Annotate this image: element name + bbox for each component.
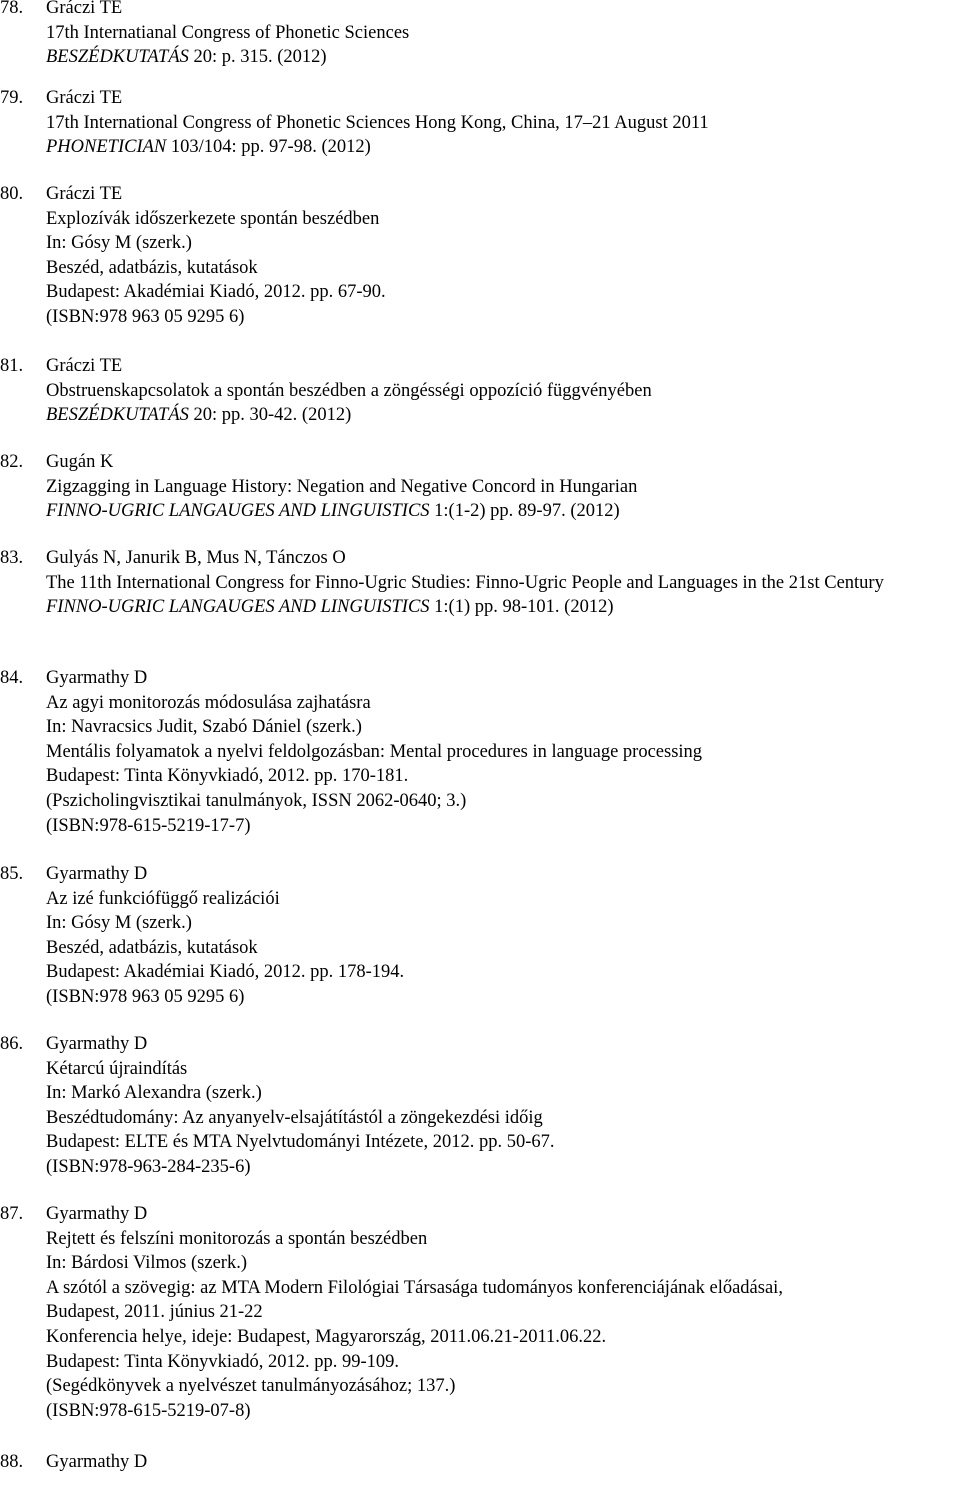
entry-line: [46, 887, 958, 912]
entry-authors: [46, 1450, 958, 1475]
entry-authors: [46, 450, 958, 475]
entry-text: Mentális folyamatok a nyelvi feldolgozásban: Mental procedures in language processing: [46, 741, 703, 762]
entry-line: [46, 1325, 958, 1350]
entry-lines: [46, 450, 958, 524]
entry-authors: [46, 354, 958, 379]
entry-number: 83.: [0, 548, 24, 568]
journal-title: FINNO-UGRIC LANGAUGES AND LINGUISTICS: [46, 597, 430, 618]
entry-text: Budapest, 2011. június 21-22: [46, 1302, 263, 1323]
entry-text: Gráczi TE: [46, 88, 123, 108]
entry-line: [46, 256, 958, 281]
entry-line: [46, 936, 958, 961]
entry-text: A szótól a szövegig: az MTA Modern Filológiai Társasága tudományos konferenciájának előadásai,: [46, 1277, 783, 1298]
entry-number: 86.: [0, 1034, 24, 1054]
entry-text: Gyarmathy D: [46, 1034, 148, 1054]
entry-lines: [46, 1450, 958, 1475]
entry-line: [46, 21, 958, 46]
entry-number: 84.: [0, 668, 24, 688]
entry-line: [46, 1276, 958, 1301]
entry-line: [46, 403, 958, 428]
entry-text: (Pszicholingvisztikai tanulmányok, ISSN 2062-0640; 3.): [46, 790, 467, 811]
entry-text: Konferencia helye, ideje: Budapest, Magyarország, 2011.06.21-2011.06.22.: [46, 1326, 607, 1347]
entry-text: Gráczi TE: [46, 356, 123, 376]
entry-text: In: Bárdosi Vilmos (szerk.): [46, 1253, 247, 1274]
entry-line: [46, 207, 958, 232]
entry-number: 79.: [0, 88, 24, 108]
entry-text: In: Navracsics Judit, Szabó Dániel (szerk.): [46, 717, 362, 738]
entry-text: Gráczi TE: [46, 0, 123, 18]
entry-line: [46, 231, 958, 256]
entry-number: 80.: [0, 184, 24, 204]
entry-authors: [46, 0, 958, 21]
entry-text: Gugán K: [46, 452, 114, 472]
entry-text: The 11th International Congress for Finno-Ugric Studies: Finno-Ugric People and Languages in the 21st Century: [46, 572, 884, 593]
entry-text: 103/104: pp. 97-98. (2012): [166, 137, 371, 158]
entry-text: Gráczi TE: [46, 184, 123, 204]
entry-text: Gyarmathy D: [46, 864, 148, 884]
entry-number: 78.: [0, 0, 24, 18]
entry-number: 88.: [0, 1452, 24, 1472]
entry-text: Az agyi monitorozás módosulása zajhatásra: [46, 692, 371, 713]
entry-text: Explozívák időszerkezete spontán beszédben: [46, 208, 380, 229]
entry-text: (Segédkönyvek a nyelvészet tanulmányozásához; 137.): [46, 1376, 456, 1397]
entry-text: 1:(1) pp. 98-101. (2012): [429, 597, 614, 618]
entry-line: [46, 691, 958, 716]
entry-text: (ISBN:978-963-284-235-6): [46, 1156, 251, 1177]
entry-lines: [46, 1032, 958, 1180]
entry-line: [46, 1300, 958, 1325]
entry-lines: [46, 666, 958, 838]
entry-text: Budapest: Tinta Könyvkiadó, 2012. pp. 170-181.: [46, 766, 409, 787]
entry-text: 17th International Congress of Phonetic Sciences Hong Kong, China, 17–21 August 2011: [46, 112, 709, 133]
entry-line: [46, 135, 958, 160]
entry-line: [46, 1227, 958, 1252]
entry-authors: [46, 666, 958, 691]
entry-number: 85.: [0, 864, 24, 884]
entry-text: Gulyás N, Janurik B, Mus N, Tánczos O: [46, 548, 346, 568]
entry-line: [46, 379, 958, 404]
entry-line: [46, 1155, 958, 1180]
entry-text: 20: p. 315. (2012): [188, 47, 327, 68]
entry-line: [46, 280, 958, 305]
entry-lines: [46, 86, 958, 160]
entry-authors: [46, 546, 958, 571]
entry-text: 20: pp. 30-42. (2012): [188, 405, 352, 426]
entry-authors: [46, 86, 958, 111]
entry-line: [46, 1057, 958, 1082]
entry-text: Beszéd, adatbázis, kutatások: [46, 257, 258, 278]
entry-line: [46, 1374, 958, 1399]
entry-authors: [46, 862, 958, 887]
entry-text: Az izé funkciófüggő realizációi: [46, 888, 280, 909]
entry-text: Obstruenskapcsolatok a spontán beszédben a zöngésségi oppozíció függvényében: [46, 380, 652, 401]
entry-line: [46, 740, 958, 765]
entry-line: [46, 305, 958, 330]
entry-authors: [46, 182, 958, 207]
entry-number: 87.: [0, 1204, 24, 1224]
entry-line: [46, 764, 958, 789]
entry-lines: [46, 546, 958, 620]
entry-text: Gyarmathy D: [46, 1452, 148, 1472]
entry-text: Beszédtudomány: Az anyanyelv-elsajátítástól a zöngekezdési időig: [46, 1107, 543, 1128]
entry-text: Gyarmathy D: [46, 1204, 148, 1224]
entry-authors: [46, 1202, 958, 1227]
entry-lines: [46, 182, 958, 330]
entry-text: (ISBN:978 963 05 9295 6): [46, 306, 245, 327]
entry-line: [46, 499, 958, 524]
entry-line: [46, 985, 958, 1010]
entry-line: [46, 911, 958, 936]
entry-line: [46, 1081, 958, 1106]
entry-line: [46, 475, 958, 500]
entry-line: [46, 111, 958, 136]
entry-lines: [46, 1202, 958, 1423]
entry-line: [46, 715, 958, 740]
entry-line: [46, 814, 958, 839]
entry-text: Gyarmathy D: [46, 668, 148, 688]
entry-text: Beszéd, adatbázis, kutatások: [46, 937, 258, 958]
entry-line: [46, 45, 958, 70]
entry-line: [46, 1106, 958, 1131]
journal-title: PHONETICIAN: [46, 137, 167, 158]
entry-line: [46, 571, 958, 596]
journal-title: BESZÉDKUTATÁS: [46, 47, 189, 68]
entry-line: [46, 1251, 958, 1276]
entry-text: (ISBN:978 963 05 9295 6): [46, 986, 245, 1007]
journal-title: BESZÉDKUTATÁS: [46, 405, 189, 426]
journal-title: FINNO-UGRIC LANGAUGES AND LINGUISTICS: [46, 501, 430, 522]
entry-lines: [46, 862, 958, 1010]
entry-text: Rejtett és felszíni monitorozás a spontán beszédben: [46, 1228, 428, 1249]
entry-text: Kétarcú újraindítás: [46, 1058, 188, 1079]
entry-authors: [46, 1032, 958, 1057]
entry-line: [46, 1350, 958, 1375]
entry-text: In: Gósy M (szerk.): [46, 913, 192, 934]
entry-line: [46, 960, 958, 985]
entry-lines: [46, 354, 958, 428]
entry-text: Budapest: Akadémiai Kiadó, 2012. pp. 178-194.: [46, 962, 405, 983]
entry-text: Budapest: ELTE és MTA Nyelvtudományi Intézete, 2012. pp. 50-67.: [46, 1132, 555, 1153]
entry-number: 82.: [0, 452, 24, 472]
entry-text: (ISBN:978-615-5219-07-8): [46, 1400, 251, 1421]
entry-lines: [46, 0, 958, 70]
entry-text: 17th Internatianal Congress of Phonetic Sciences: [46, 22, 410, 43]
entry-number: 81.: [0, 356, 24, 376]
entry-line: [46, 1399, 958, 1424]
entry-text: Budapest: Tinta Könyvkiadó, 2012. pp. 99-109.: [46, 1351, 400, 1372]
entry-line: [46, 595, 958, 620]
entry-text: Zigzagging in Language History: Negation and Negative Concord in Hungarian: [46, 476, 638, 497]
entry-line: [46, 1130, 958, 1155]
entry-text: 1:(1-2) pp. 89-97. (2012): [429, 501, 620, 522]
entry-text: In: Gósy M (szerk.): [46, 233, 192, 254]
entry-text: In: Markó Alexandra (szerk.): [46, 1083, 262, 1104]
entry-text: (ISBN:978-615-5219-17-7): [46, 815, 251, 836]
entry-line: [46, 789, 958, 814]
entry-text: Budapest: Akadémiai Kiadó, 2012. pp. 67-90.: [46, 282, 386, 303]
